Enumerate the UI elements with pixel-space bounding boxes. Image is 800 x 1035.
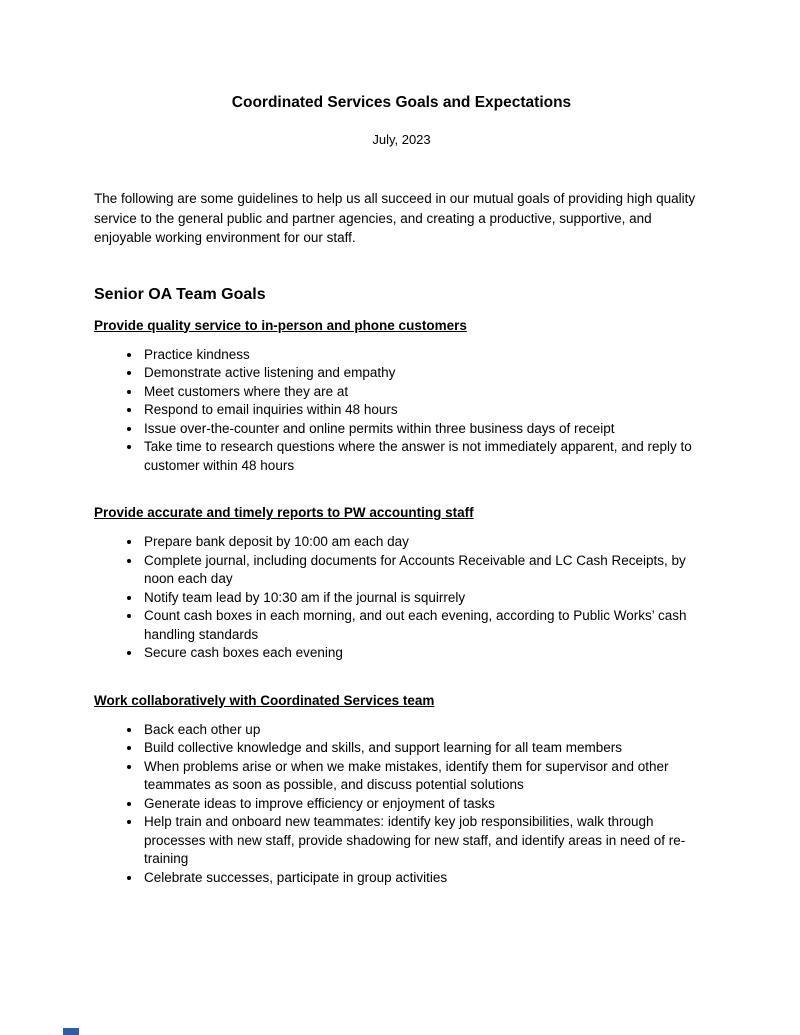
bullet-item: • Build collective knowledge and skills, and support learning for all team members bbox=[142, 739, 709, 758]
bullet-item: • Back each other up bbox=[142, 721, 709, 740]
bullet-item: • Take time to research questions where the answer is not immediately apparent, and reply to customer within 48 hours bbox=[142, 438, 709, 475]
bullet-item: • Notify team lead by 10:30 am if the journal is squirrely bbox=[142, 589, 709, 608]
document-date: July, 2023 bbox=[372, 132, 431, 147]
main-heading: Senior OA Team Goals bbox=[94, 285, 266, 303]
sections-container bbox=[94, 318, 709, 888]
bullet-item: • Complete journal, including documents for Accounts Receivable and LC Cash Receipts, by noon each day bbox=[142, 552, 709, 589]
bullet-list bbox=[94, 346, 709, 476]
bullet-item: • Respond to email inquiries within 48 hours bbox=[142, 401, 709, 420]
bullet-item: • Practice kindness bbox=[142, 346, 709, 365]
bullet-list bbox=[94, 721, 709, 888]
bullet-item: • Issue over-the-counter and online permits within three business days of receipt bbox=[142, 420, 709, 439]
bullet-item: • Generate ideas to improve efficiency or enjoyment of tasks bbox=[142, 795, 709, 814]
bullet-item: • Help train and onboard new teammates: identify key job responsibilities, walk through processes with new staff, provide shadowing for new staff, and identify areas in need of re-training bbox=[142, 813, 709, 869]
intro-paragraph: The following are some guidelines to help us all succeed in our mutual goals of providing high quality service to the general public and partner agencies, and creating a productive, supportive, and enjoyable working environment for our staff. bbox=[94, 191, 696, 245]
section-heading: Work collaboratively with Coordinated Services team bbox=[94, 692, 435, 708]
section-heading: Provide quality service to in-person and phone customers bbox=[94, 317, 467, 333]
bullet-item: • Celebrate successes, participate in group activities bbox=[142, 869, 709, 888]
bullet-item: • Count cash boxes in each morning, and out each evening, according to Public Works’ cash handling standards bbox=[142, 607, 709, 644]
bullet-item: • Secure cash boxes each evening bbox=[142, 644, 709, 663]
bullet-item: • Prepare bank deposit by 10:00 am each day bbox=[142, 533, 709, 552]
section-heading: Provide accurate and timely reports to PW accounting staff bbox=[94, 505, 474, 520]
bullet-item: • Meet customers where they are at bbox=[142, 383, 709, 402]
bullet-item: • Demonstrate active listening and empathy bbox=[142, 364, 709, 383]
document-title: Coordinated Services Goals and Expectations bbox=[231, 94, 572, 111]
bullet-list bbox=[94, 533, 709, 663]
bullet-item: • When problems arise or when we make mistakes, identify them for supervisor and other teammates as soon as possible, and discuss potential solutions bbox=[142, 758, 709, 795]
bottom-left-blue-artifact bbox=[63, 1028, 79, 1035]
